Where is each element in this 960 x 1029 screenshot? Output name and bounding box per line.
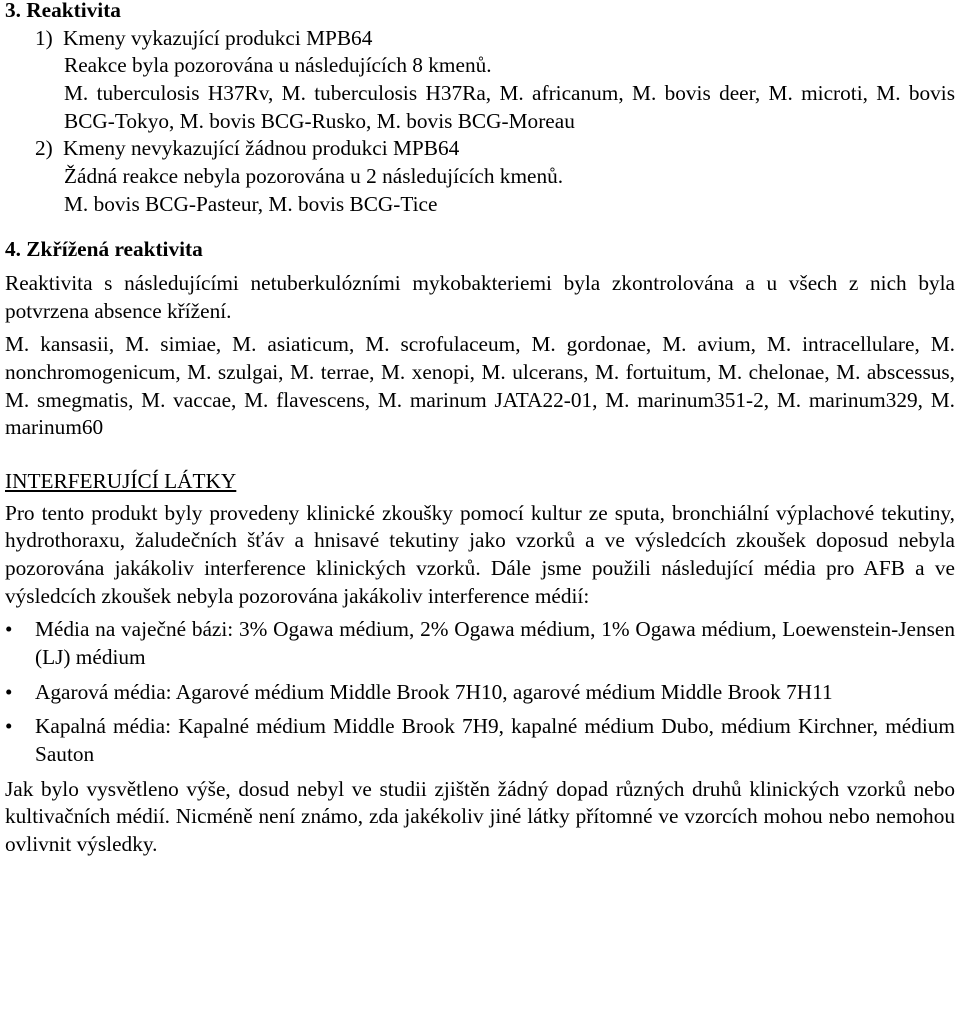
- item-2-strains: M. bovis BCG-Pasteur, M. bovis BCG-Tice: [64, 191, 438, 216]
- list-item-text: Agarová média: Agarové médium Middle Brook 7H10, agarové médium Middle Brook 7H11: [35, 679, 833, 704]
- item-1-strains: M. tuberculosis H37Rv, M. tuberculosis H37Ra, M. africanum, M. bovis deer, M. microti, M. bovis BCG-Tokyo, M. bovis BCG-Rusko, M. bovis BCG-Moreau: [64, 81, 955, 133]
- bullet-icon: •: [5, 679, 13, 704]
- list-item-text: Kapalná média: Kapalné médium Middle Brook 7H9, kapalné médium Dubo, médium Kirchner, médium Sauton: [35, 714, 955, 767]
- list-item-text: Média na vaječné bázi: 3% Ogawa médium, 2% Ogawa médium, 1% Ogawa médium, Loewenstein-Jensen (LJ) médium: [35, 617, 955, 670]
- item-1-title: Kmeny vykazující produkci MPB64: [63, 25, 373, 50]
- cross-reactivity-intro: Reaktivita s následujícími netuberkulózními mykobakteriemi byla zkontrolována a u všech z nich byla potvrzena absence křížení.: [5, 271, 955, 323]
- item-1-number: 1): [35, 25, 53, 50]
- reactivity-item-1-title: [5, 25, 955, 53]
- interference-paragraph-1: Pro tento produkt byly provedeny klinické zkoušky pomocí kultur ze sputa, bronchiální výplachové tekutiny, hydrothoraxu, žaludečních šťáv a hnisavé tekutiny jako vzorků a ve výsledcích zkoušek doposud nebyla pozorována jakákoliv interference klinických vzorků. Dále jsme použili následující média pro AFB a ve výsledcích zkoušek nebyla pozorována jakákoliv interference médií:: [5, 500, 955, 608]
- bullet-icon: •: [5, 714, 13, 739]
- list-item: [5, 679, 955, 707]
- item-2-number: 2): [35, 136, 53, 161]
- reactivity-item-2-body: [5, 163, 955, 218]
- reactivity-item-1-body: [5, 52, 955, 135]
- item-2-line: Žádná reakce nebyla pozorována u 2 následujících kmenů.: [64, 164, 564, 189]
- list-item: [5, 713, 955, 768]
- media-list: [5, 616, 955, 768]
- interference-paragraph-2: Jak bylo vysvětleno výše, dosud nebyl ve studii zjištěn žádný dopad různých druhů klinických vzorků nebo kultivačních médií. Nicméně není známo, zda jakékoliv jiné látky přítomné ve vzorcích mohou nebo nemohou ovlivnit výsledky.: [5, 776, 955, 857]
- cross-reactivity-strains: M. kansasii, M. simiae, M. asiaticum, M. scrofulaceum, M. gordonae, M. avium, M. intracellulare, M. nonchromogenicum, M. szulgai, M. terrae, M. xenopi, M. ulcerans, M. fortuitum, M. chelonae, M. abscessus, M. smegmatis, M. vaccae, M. flavescens, M. marinum JATA22-01, M. marinum351-2, M. marinum329, M. marinum60: [5, 332, 955, 440]
- list-item: [5, 616, 955, 671]
- reactivity-item-2-title: [5, 135, 955, 163]
- item-2-title: Kmeny nevykazující žádnou produkci MPB64: [63, 136, 460, 161]
- bullet-icon: •: [5, 617, 13, 642]
- item-1-line: Reakce byla pozorována u následujících 8 kmenů.: [64, 53, 492, 78]
- section-3-heading: 3. Reaktivita: [5, 0, 121, 22]
- section-4-heading: 4. Zkřížená reaktivita: [5, 237, 203, 262]
- interference-heading: INTERFERUJÍCÍ LÁTKY: [5, 469, 237, 494]
